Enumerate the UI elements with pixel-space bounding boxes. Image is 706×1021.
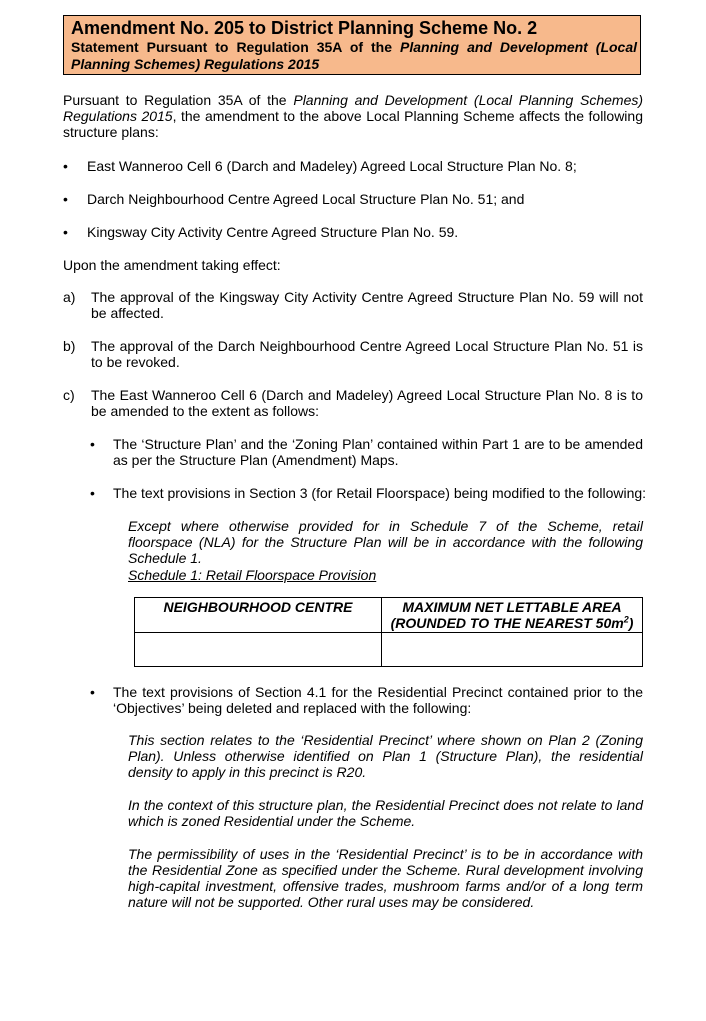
bullet-icon: •	[90, 684, 95, 700]
document-subtitle	[71, 39, 637, 73]
col2-superscript: 2	[623, 614, 629, 625]
table-cell	[382, 633, 643, 667]
retail-provision-text: Except where otherwise provided for in Schedule 7 of the Scheme, retail floorspace (NLA) for the Structure Plan will be in accordance with the following Schedule 1.	[128, 518, 643, 566]
subtitle-prefix: Statement Pursuant to Regulation 35A of the	[71, 39, 393, 55]
table-row	[135, 633, 643, 667]
document-title: Amendment No. 205 to District Planning Scheme No. 2	[71, 18, 538, 38]
upon-effect-text: Upon the amendment taking effect:	[63, 257, 281, 273]
structure-plan-item: Kingsway City Activity Centre Agreed Structure Plan No. 59.	[87, 224, 459, 240]
subtitle-italic: Planning and Development (Local Planning Schemes) Regulations 2015	[71, 39, 638, 72]
intro-prefix: Pursuant to Regulation 35A of the	[63, 92, 287, 108]
item-marker: b)	[63, 338, 76, 354]
table-cell	[135, 633, 382, 667]
structure-plan-item: East Wanneroo Cell 6 (Darch and Madeley) Agreed Local Structure Plan No. 8;	[87, 158, 577, 174]
schedule-table	[134, 597, 643, 667]
bullet-icon: •	[90, 485, 95, 501]
bullet-icon: •	[90, 436, 95, 452]
table-header-cell: NEIGHBOURHOOD CENTRE	[135, 598, 382, 633]
item-text: The East Wanneroo Cell 6 (Darch and Madeley) Agreed Local Structure Plan No. 8 is to be amended to the extent as follows:	[91, 387, 643, 419]
intro-italic: Planning and Development (Local Planning Schemes) Regulations 2015	[63, 92, 644, 124]
table-header-row	[135, 598, 643, 633]
sub-bullet-text: The ‘Structure Plan’ and the ‘Zoning Plan’ contained within Part 1 are to be amended as per the Structure Plan (Amendment) Maps.	[113, 436, 643, 468]
intro-suffix: , the amendment to the above Local Planning Scheme affects the following structure plans:	[63, 108, 643, 140]
residential-paragraph: The permissibility of uses in the ‘Residential Precinct’ is to be in accordance with the Residential Zone as specified under the Scheme. Rural development involving high-capital investment, offensive trades, mushroom farms and/or of a long term nature will not be supported. Other rural uses may be considered.	[128, 846, 643, 910]
item-text: The approval of the Darch Neighbourhood Centre Agreed Local Structure Plan No. 51 is to be revoked.	[91, 338, 643, 370]
sub-bullet-text: The text provisions in Section 3 (for Retail Floorspace) being modified to the following:	[113, 485, 647, 501]
col2-end: )	[628, 615, 634, 631]
bullet-icon: •	[63, 224, 68, 240]
intro-paragraph	[63, 92, 643, 140]
structure-plan-item: Darch Neighbourhood Centre Agreed Local Structure Plan No. 51; and	[87, 191, 525, 207]
table-header-cell	[382, 598, 643, 633]
col2-line1: MAXIMUM NET LETTABLE AREA	[402, 599, 622, 615]
item-text: The approval of the Kingsway City Activity Centre Agreed Structure Plan No. 59 will not be affected.	[91, 289, 643, 321]
residential-paragraph: In the context of this structure plan, the Residential Precinct does not relate to land which is zoned Residential under the Scheme.	[128, 797, 643, 829]
residential-paragraph: This section relates to the ‘Residential Precinct’ where shown on Plan 2 (Zoning Plan). Unless otherwise identified on Plan 1 (Structure Plan), the residential density to apply in this precinct is R20.	[128, 732, 643, 780]
item-marker: a)	[63, 289, 76, 305]
item-marker: c)	[63, 387, 75, 403]
col2-line2: (ROUNDED TO THE NEAREST 50m	[390, 615, 624, 631]
schedule-title: Schedule 1: Retail Floorspace Provision	[128, 567, 377, 583]
sub-bullet-text: The text provisions of Section 4.1 for the Residential Precinct contained prior to the ‘Objectives’ being deleted and replaced with the following:	[113, 684, 643, 716]
bullet-icon: •	[63, 191, 68, 207]
header-box	[63, 15, 641, 75]
bullet-icon: •	[63, 158, 68, 174]
